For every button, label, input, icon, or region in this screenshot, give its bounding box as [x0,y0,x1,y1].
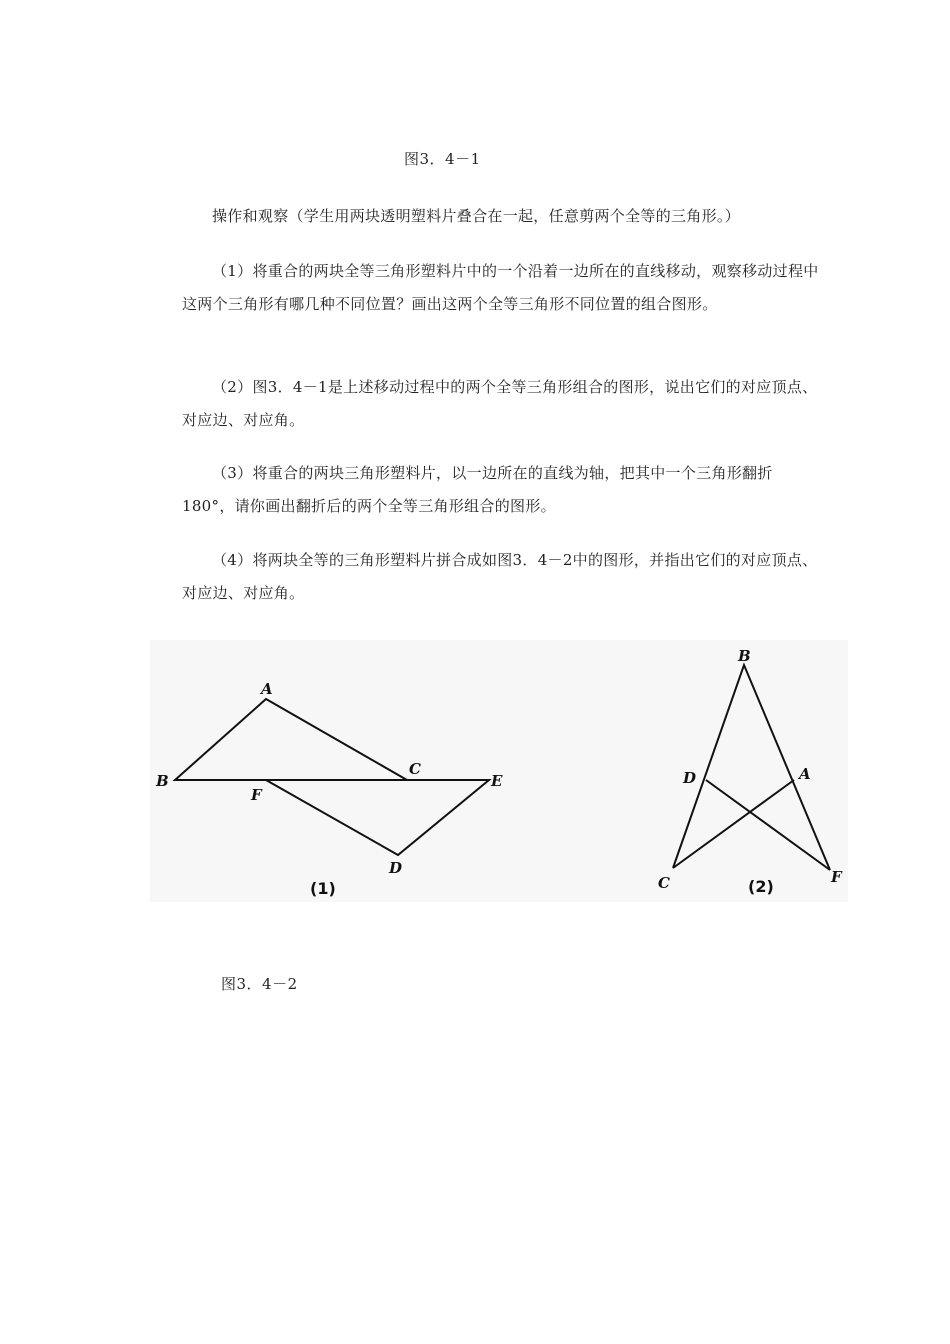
fig1-label-a: A [261,680,273,698]
fig2-label-b: B [738,647,751,665]
figure-caption-bottom: 图3．4－2 [221,975,298,993]
figure-3-4-2 [150,640,848,902]
fig1-label-e: E [491,772,503,790]
item-3-paragraph: （3）将重合的两块三角形塑料片，以一边所在的直线为轴，把其中一个三角形翻折180°，请你画出翻折后的两个全等三角形组合的图形。 [182,464,773,515]
fig2-label-a: A [799,765,811,783]
fig1-label-d: D [389,859,403,877]
intro-paragraph: 操作和观察（学生用两块透明塑料片叠合在一起，任意剪两个全等的三角形。） [212,207,741,225]
fig2-label-c: C [658,874,670,892]
fig1-sublabel: (1) [310,879,336,898]
fig2-label-d: D [683,769,697,787]
geometry-figure-svg [150,640,848,902]
fig1-label-c: C [409,760,421,778]
figure-caption-top: 图3．4－1 [404,150,481,168]
figure-background [150,640,848,902]
item-4-paragraph: （4）将两块全等的三角形塑料片拼合成如图3．4－2中的图形，并指出它们的对应顶点、对应边、对应角。 [182,551,818,602]
fig1-label-f: F [251,786,262,804]
item-2-paragraph: （2）图3．4－1是上述移动过程中的两个全等三角形组合的图形，说出它们的对应顶点、对应边、对应角。 [182,378,818,429]
fig1-label-b: B [156,772,169,790]
fig2-label-f: F [831,868,842,886]
item-1-paragraph: （1）将重合的两块全等三角形塑料片中的一个沿着一边所在的直线移动，观察移动过程中这两个三角形有哪几种不同位置？画出这两个全等三角形不同位置的组合图形。 [182,262,819,313]
fig2-sublabel: (2) [748,877,774,896]
